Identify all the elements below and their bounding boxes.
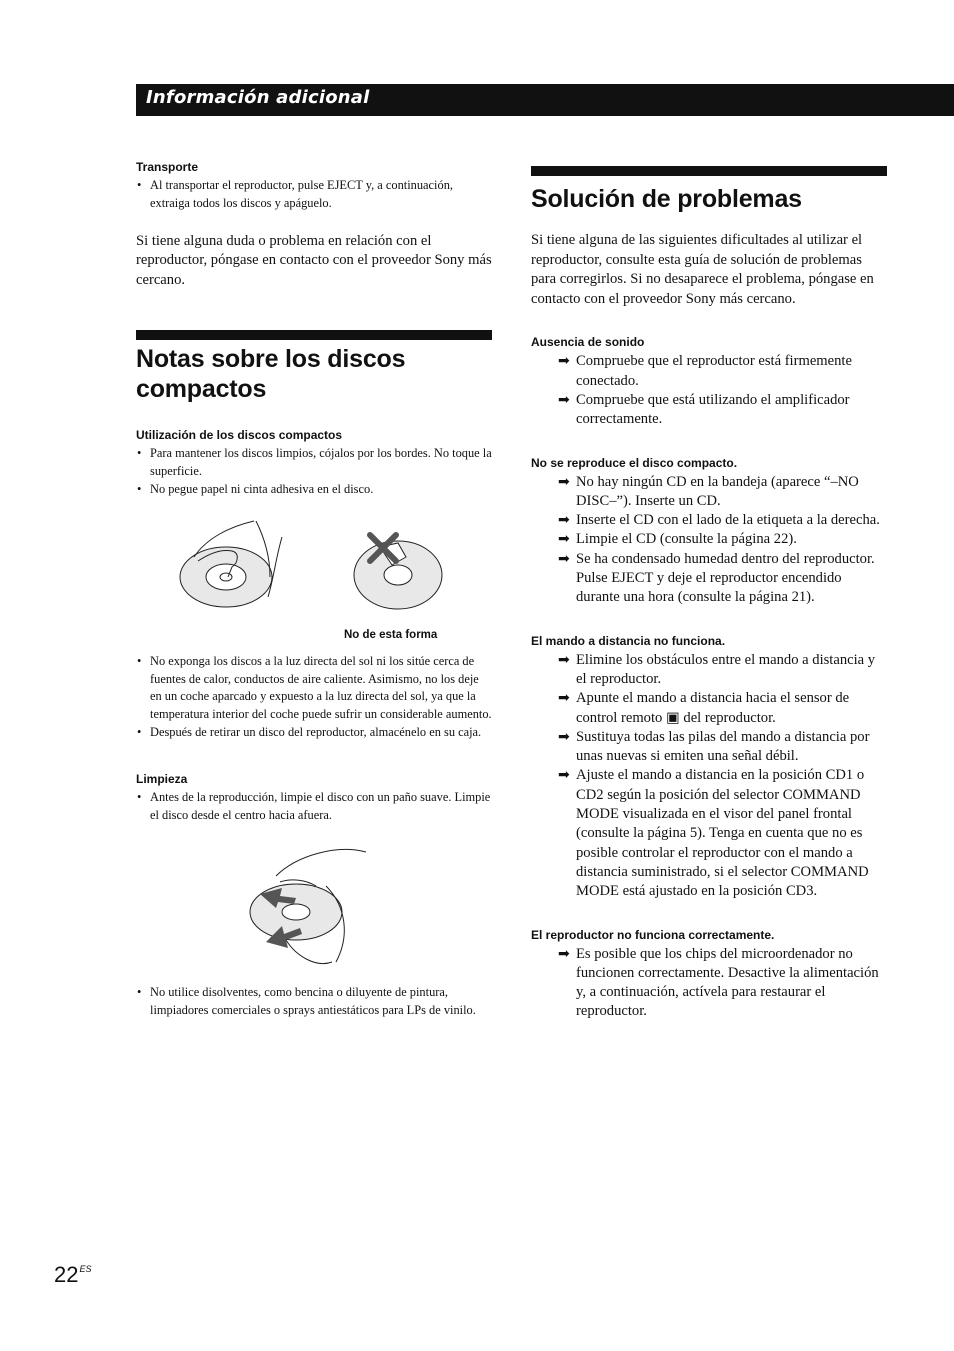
solution-item: ➡ Inserte el CD con el lado de la etiqueta a la derecha. (531, 511, 887, 530)
problem-section-no-sound (531, 335, 887, 429)
limpieza-bullets-2 (136, 984, 492, 1020)
problem-heading: El mando a distancia no funciona. (531, 633, 726, 648)
solution-item: ➡ Apunte el mando a distancia hacia el sensor de control remoto ▣ del reproductor. (558, 690, 850, 726)
problem-section-malfunction (531, 928, 887, 1022)
transporte-bullets (136, 177, 492, 213)
problem-section-remote (531, 634, 887, 902)
right-arrow-icon: ➡ (558, 532, 570, 548)
utilizacion-bullets-2 (136, 653, 492, 742)
page-number-value: 22 (54, 1262, 79, 1287)
problem-heading: El reproductor no funciona correctamente. (531, 927, 775, 942)
list-item: • No pegue papel ni cinta adhesiva en el disco. (136, 481, 492, 499)
solution-item: ➡ Elimine los obstáculos entre el mando a distancia y el reproductor. (558, 651, 876, 687)
list-item: • Después de retirar un disco del reproductor, almacénelo en su caja. (136, 724, 492, 742)
list-item: • No utilice disolventes, como bencina o diluyente de pintura, limpiadores comerciales o sprays antiestáticos para LPs de vinilo. (136, 984, 492, 1020)
solution-item: ➡ Ajuste el mando a distancia en la posición CD1 o CD2 según la posición del selector COMMAND MODE visualizada en el visor del panel frontal (consulte la página 5). Tenga en cuenta que no es posible controlar el reproductor con el mando a distancia suministrado, si el selector COMMAND MODE está ajustado en la posición CD3. (558, 767, 869, 900)
list-item: • Para mantener los discos limpios, cójalos por los bordes. No toque la superficie. (136, 445, 492, 481)
utilizacion-heading: Utilización de los discos compactos (136, 428, 343, 443)
solution-list (531, 473, 887, 608)
solution-item: ➡ No hay ningún CD en la bandeja (aparece “–NO DISC–”). Inserte un CD. (558, 473, 859, 509)
disc-cleaning-illustration (136, 846, 492, 970)
solution-list (531, 945, 887, 1022)
incorrect-hold-drawing (354, 541, 442, 609)
problem-heading: No se reproduce el disco compacto. (531, 455, 738, 470)
solution-item: ➡ Compruebe que está utilizando el amplificador correctamente. (558, 391, 850, 428)
limpieza-heading: Limpieza (136, 771, 188, 786)
disc-cleaning-figure (136, 846, 492, 976)
section-header-bar (136, 84, 954, 116)
list-item: • Al transportar el reproductor, pulse EJECT y, a continuación, extraiga todos los discos y apáguelo. (136, 177, 492, 213)
correct-hold-drawing (180, 521, 282, 607)
limpieza-bullets (136, 789, 492, 825)
solution-list (531, 651, 887, 902)
transporte-paragraph: Si tiene alguna duda o problema en relación con el reproductor, póngase en contacto con el proveedor Sony más cercano. (136, 232, 492, 288)
solution-list (531, 352, 887, 429)
troubleshooting-title: Solución de problemas (531, 185, 802, 213)
page-number (54, 1262, 92, 1288)
right-arrow-icon: ➡ (558, 474, 570, 490)
figure-caption: No de esta forma (344, 628, 438, 641)
section-rule (531, 166, 887, 176)
notas-title: Notas sobre los discos compactos (136, 345, 406, 404)
transporte-section (136, 160, 492, 290)
right-arrow-icon: ➡ (558, 729, 570, 745)
left-column (136, 160, 492, 1020)
solution-item: ➡ Limpie el CD (consulte la página 22). (531, 530, 887, 549)
disc-handling-illustration (136, 517, 492, 627)
solution-item: ➡ Compruebe que el reproductor está firmemente conectado. (558, 353, 852, 389)
solution-item: ➡ Sustituya todas las pilas del mando a distancia por unas nuevas si emiten una señal débil. (558, 728, 870, 765)
right-arrow-icon: ➡ (558, 551, 570, 567)
notas-section (136, 330, 492, 1020)
right-column (531, 166, 887, 1022)
problem-heading: Ausencia de sonido (531, 335, 645, 350)
right-arrow-icon: ➡ (558, 946, 570, 962)
solution-item: ➡ Se ha condensado humedad dentro del reproductor. Pulse EJECT y deje el reproductor encendido durante una hora (consulte la página 21). (558, 550, 875, 606)
section-rule (136, 330, 492, 340)
section-header-title: Información adicional (146, 87, 370, 108)
list-item: • No exponga los discos a la luz directa del sol ni los sitúe cerca de fuentes de calor, conductos de aire caliente. Asimismo, no los deje en un coche aparcado y expuesto a la luz directa del sol, ya que la temperatura interior del coche puede sufrir un considerable aumento. (136, 653, 492, 724)
right-arrow-icon: ➡ (558, 513, 570, 529)
transporte-heading: Transporte (136, 160, 199, 174)
right-arrow-icon: ➡ (558, 354, 570, 370)
right-arrow-icon: ➡ (558, 392, 570, 408)
utilizacion-bullets (136, 445, 492, 498)
disc-handling-figure (136, 517, 492, 645)
right-arrow-icon: ➡ (558, 652, 570, 668)
solution-item: ➡ Es posible que los chips del microordenador no funcionen correctamente. Desactive la alimentación y, a continuación, actívela para restaurar el reproductor. (558, 945, 879, 1020)
list-item: • Antes de la reproducción, limpie el disco con un paño suave. Limpie el disco desde el centro hacia afuera. (136, 789, 492, 825)
right-arrow-icon: ➡ (558, 691, 570, 707)
troubleshooting-intro: Si tiene alguna de las siguientes dificultades al utilizar el reproductor, consulte esta guía de solución de problemas para corregirlos. Si no desaparece el problema, póngase en contacto con el proveedor Sony más cercano. (531, 232, 874, 307)
right-arrow-icon: ➡ (558, 768, 570, 784)
page-language-suffix: ES (79, 1264, 92, 1274)
problem-section-no-play (531, 456, 887, 608)
